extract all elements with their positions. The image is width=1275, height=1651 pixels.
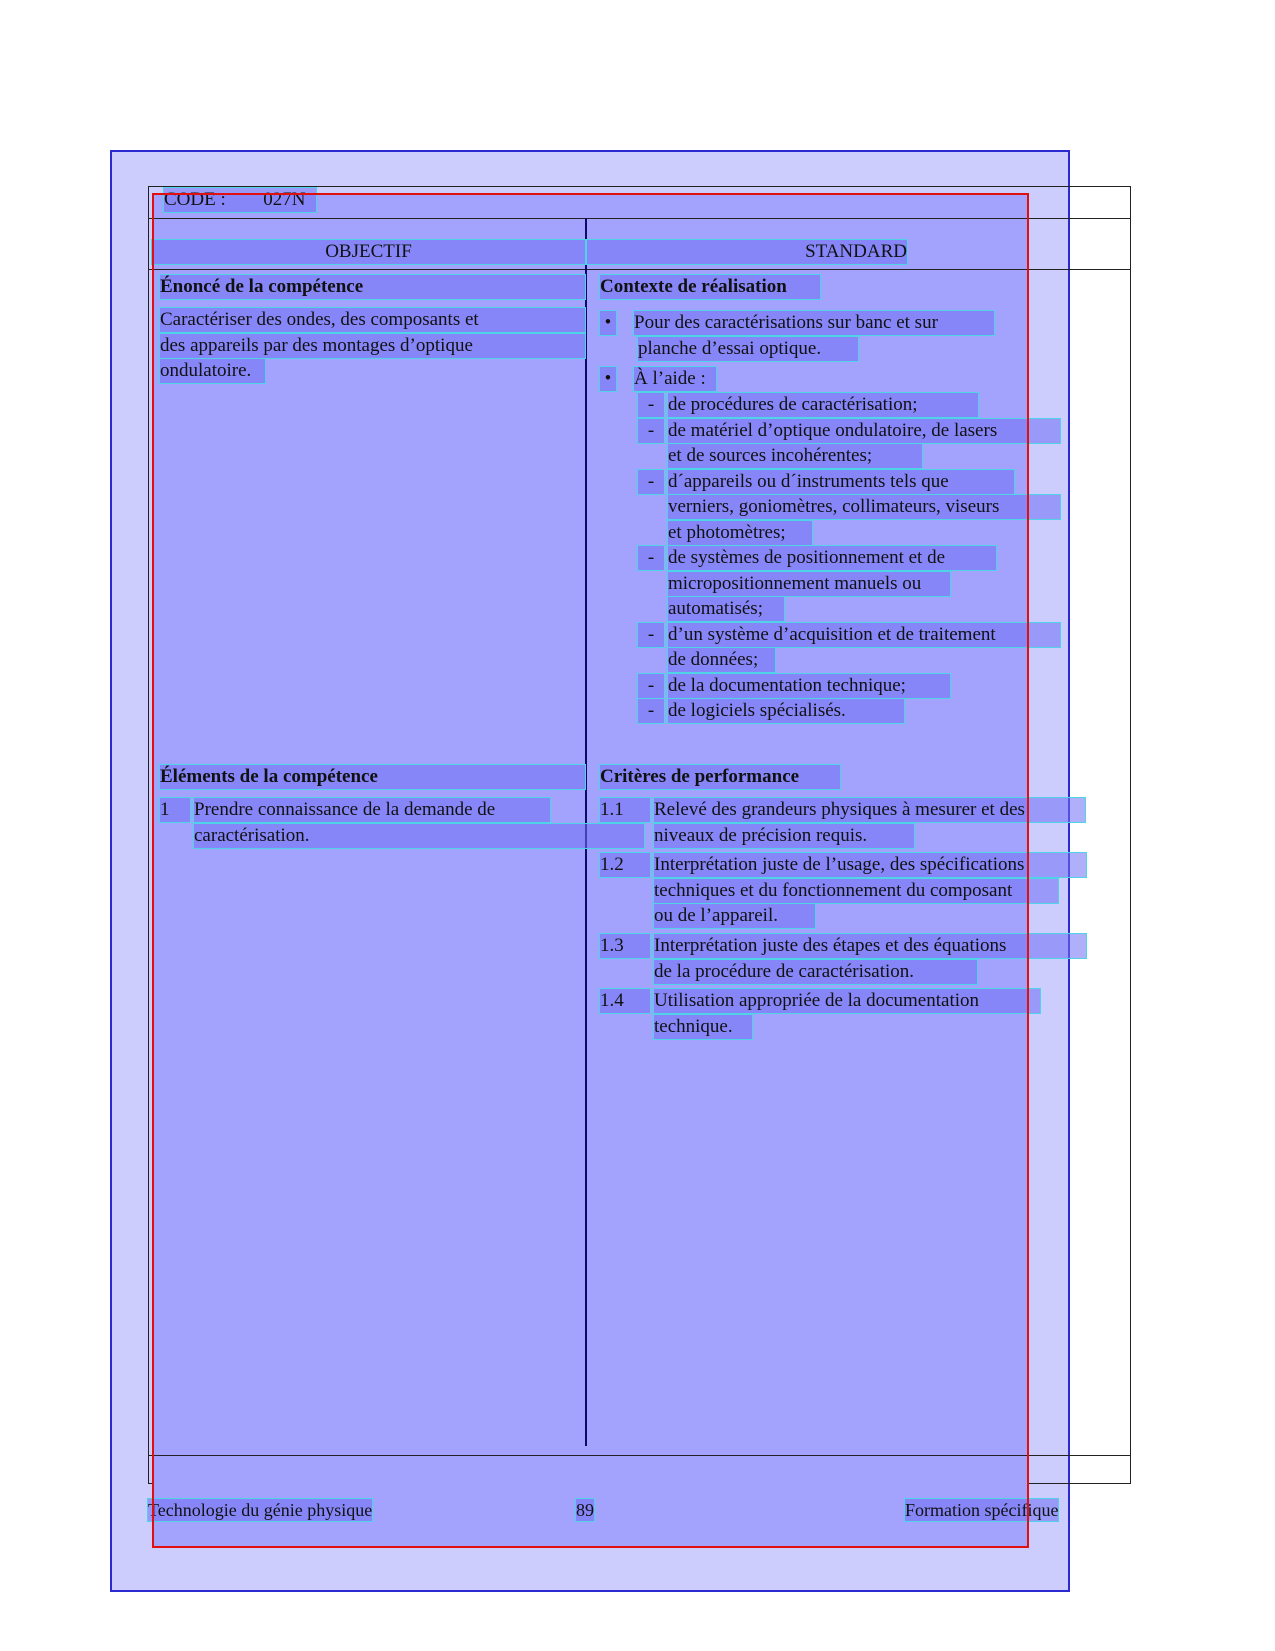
critere-text: niveaux de précision requis. <box>654 824 914 848</box>
enonce-line: Caractériser des ondes, des composants et <box>160 308 585 332</box>
content-bounds-outline <box>152 193 1029 1548</box>
critere-text: Relevé des grandeurs physiques à mesurer et des <box>654 798 1085 822</box>
code-label: CODE : <box>164 189 226 210</box>
criteres-title: Critères de performance <box>600 765 840 789</box>
dash-icon: - <box>638 699 664 723</box>
critere-text: Interprétation juste des étapes et des équations <box>654 934 1086 958</box>
enonce-line: des appareils par des montages d’optique <box>160 334 585 358</box>
code-value: 027N <box>263 189 306 210</box>
contexte-bullet-text: Pour des caractérisations sur banc et sur <box>634 311 994 335</box>
dash-icon: - <box>638 393 664 417</box>
sub-item-text: et photomètres; <box>668 521 812 545</box>
dash-icon: - <box>638 674 664 698</box>
sub-item-text: automatisés; <box>668 597 784 621</box>
sub-item-text: d´appareils ou d´instruments tels que <box>668 470 1014 494</box>
column-header-objectif: OBJECTIF <box>152 240 585 264</box>
sub-item-text: de systèmes de positionnement et de <box>668 546 996 570</box>
contexte-title: Contexte de réalisation <box>600 275 820 299</box>
critere-number: 1.1 <box>600 798 650 822</box>
sub-item-text: d’un système d’acquisition et de traitement <box>668 623 1060 647</box>
sub-item-text: verniers, goniomètres, collimateurs, viseurs <box>668 495 1060 519</box>
sub-item-text: de matériel d’optique ondulatoire, de lasers <box>668 419 1060 443</box>
bullet-icon: • <box>600 367 616 391</box>
critere-number: 1.2 <box>600 853 650 877</box>
enonce-line: ondulatoire. <box>160 359 265 383</box>
enonce-title: Énoncé de la compétence <box>160 275 585 299</box>
critere-text: technique. <box>654 1015 752 1039</box>
footer-title: Technologie du génie physique <box>148 1500 373 1520</box>
contexte-bullet-text: À l’aide : <box>634 367 716 391</box>
sub-item-text: et de sources incohérentes; <box>668 444 922 468</box>
sub-item-text: micropositionnement manuels ou <box>668 572 950 596</box>
bullet-icon: • <box>600 311 616 335</box>
elements-title: Éléments de la compétence <box>160 765 585 789</box>
dash-icon: - <box>638 419 664 443</box>
sub-item-text: de logiciels spécialisés. <box>668 699 904 723</box>
sub-item-text: de procédures de caractérisation; <box>668 393 978 417</box>
critere-number: 1.3 <box>600 934 650 958</box>
contexte-bullet-text: planche d’essai optique. <box>638 337 858 361</box>
critere-text: Interprétation juste de l’usage, des spécifications <box>654 853 1086 877</box>
sub-item-text: de la documentation technique; <box>668 674 950 698</box>
dash-icon: - <box>638 470 664 494</box>
column-header-standard: STANDARD <box>587 240 907 264</box>
critere-text: ou de l’appareil. <box>654 904 815 928</box>
critere-number: 1.4 <box>600 989 650 1013</box>
element-text: caractérisation. <box>194 824 644 848</box>
critere-text: de la procédure de caractérisation. <box>654 960 977 984</box>
sub-item-text: de données; <box>668 648 775 672</box>
dash-icon: - <box>638 623 664 647</box>
element-text: Prendre connaissance de la demande de <box>194 798 550 822</box>
footer-section: Formation spécifique <box>905 1500 1059 1520</box>
page-number: 89 <box>576 1500 594 1520</box>
critere-text: techniques et du fonctionnement du composant <box>654 879 1058 903</box>
critere-text: Utilisation appropriée de la documentation <box>654 989 1040 1013</box>
dash-icon: - <box>638 546 664 570</box>
element-number: 1 <box>160 798 190 822</box>
